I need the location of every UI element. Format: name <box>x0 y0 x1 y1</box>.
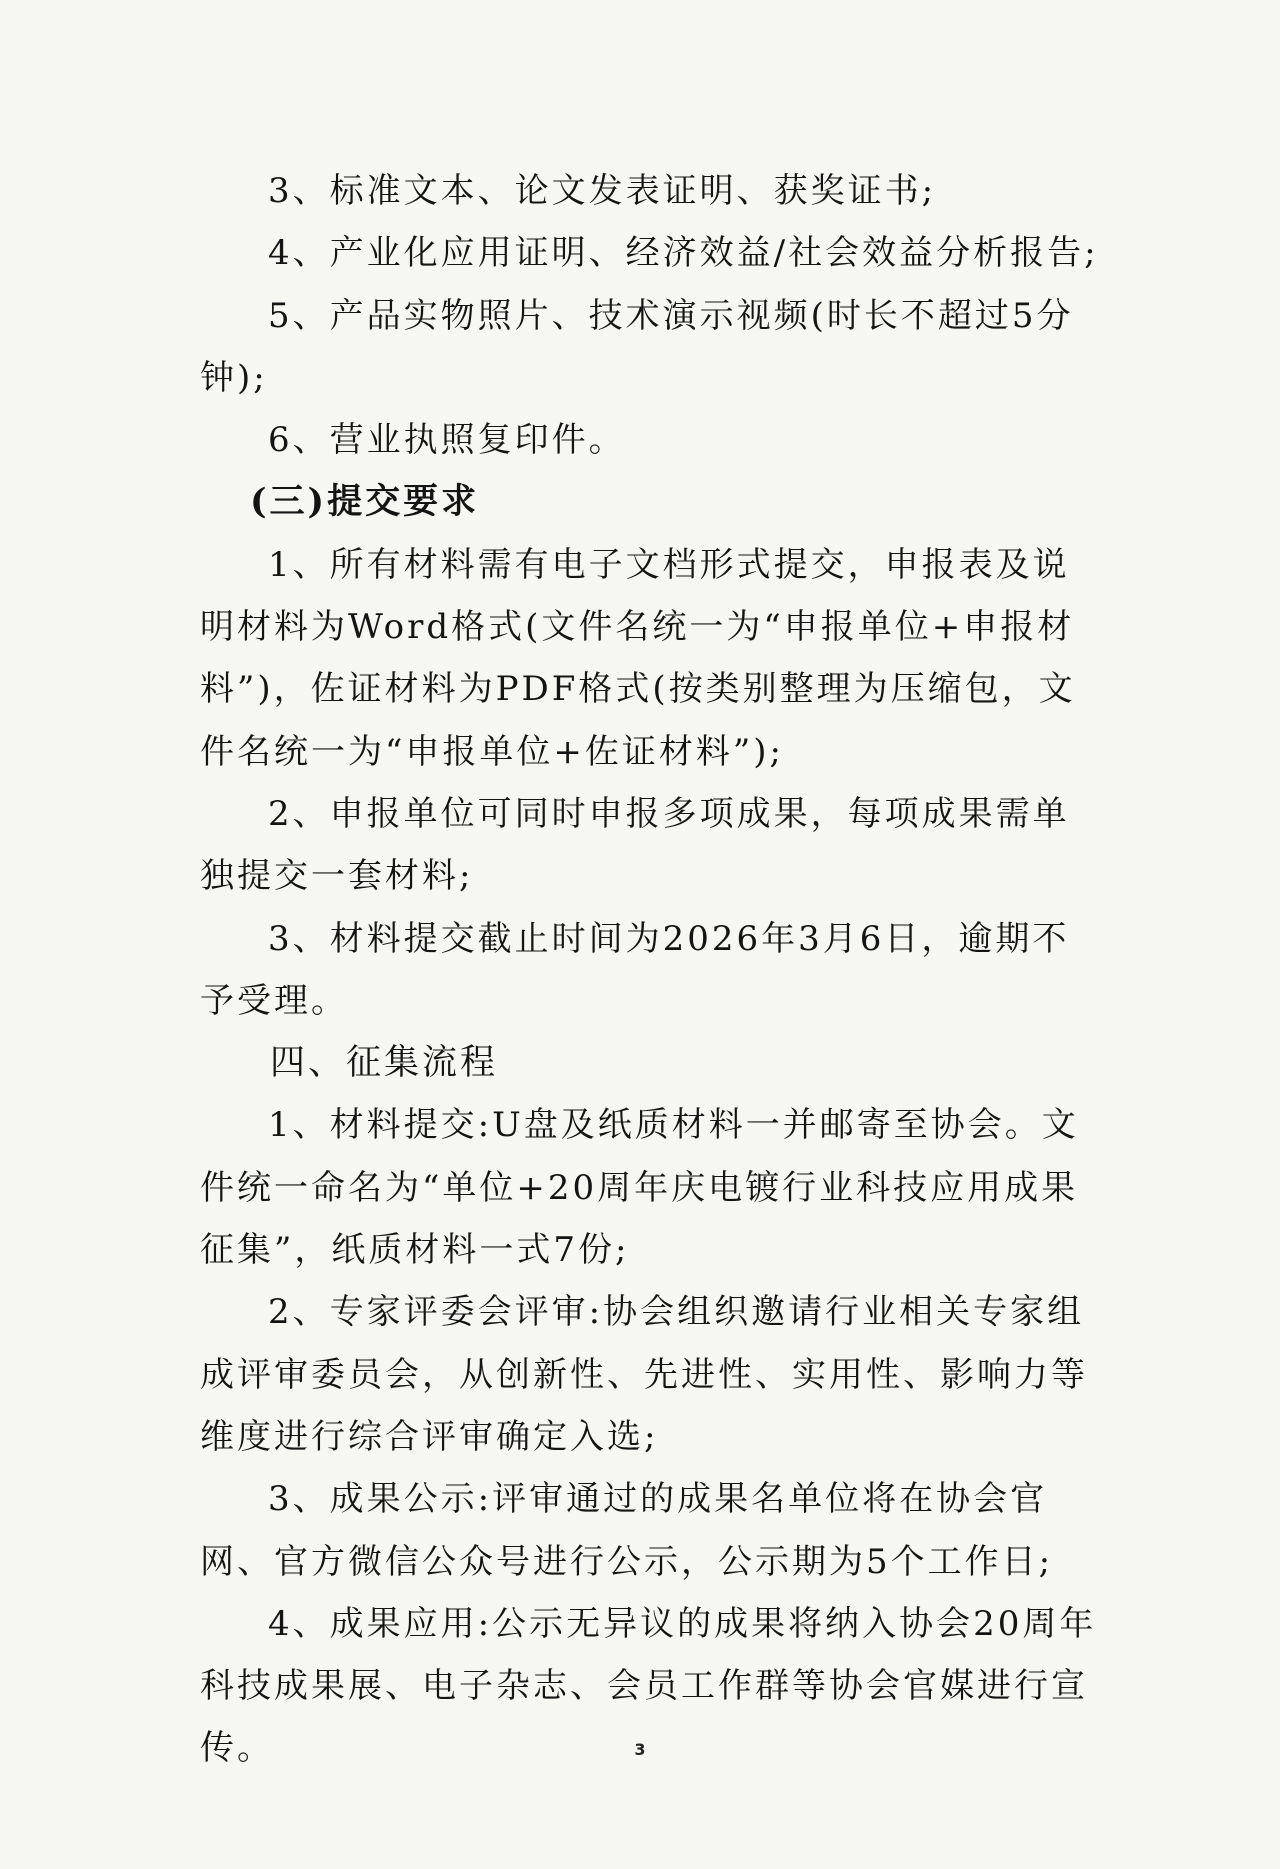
material-item-5: 5、产品实物照片、技术演示视频(时长不超过5分钟); <box>200 295 1074 398</box>
process-step-4: 4、成果应用:公示无异议的成果将纳入协会20周年科技成果展、电子杂志、会员工作群等协会官媒进行宣传。 <box>200 1603 1097 1769</box>
material-item-3: 3、标准文本、论文发表证明、获奖证书; <box>268 171 937 211</box>
page-number: 3 <box>634 1740 646 1759</box>
material-item-6: 6、营业执照复印件。 <box>268 420 626 461</box>
process-step-1: 1、材料提交:U盘及纸质材料一并邮寄至协会。文件统一命名为“单位+20周年庆电镀行业科技应用成果征集”，纸质材料一式7份; <box>200 1105 1079 1271</box>
submission-requirement-2: 2、申报单位可同时申报多项成果，每项成果需单独提交一套材料; <box>200 793 1070 897</box>
document-body <box>200 160 1100 1780</box>
section-collection-process-heading: 四、征集流程 <box>270 1043 499 1084</box>
process-step-3: 3、成果公示:评审通过的成果名单位将在协会官网、官方微信公众号进行公示，公示期为5个工作日; <box>200 1479 1054 1582</box>
submission-requirement-1: 1、所有材料需有电子文档形式提交，申报表及说明材料为Word格式(文件名统一为“申报单位+申报材料”)，佐证材料为PDF格式(按类别整理为压缩包，文件名统一为“申报单位+佐证材料”); <box>200 544 1076 772</box>
submission-requirement-3: 3、材料提交截止时间为2026年3月6日，逾期不予受理。 <box>200 918 1070 1021</box>
material-item-4: 4、产业化应用证明、经济效益/社会效益分析报告; <box>268 233 1099 274</box>
section-submission-requirements-heading: (三)提交要求 <box>250 481 480 523</box>
process-step-2: 2、专家评委会评审:协会组织邀请行业相关专家组成评审委员会，从创新性、先进性、实用性、影响力等维度进行综合评审确定入选; <box>200 1292 1088 1457</box>
